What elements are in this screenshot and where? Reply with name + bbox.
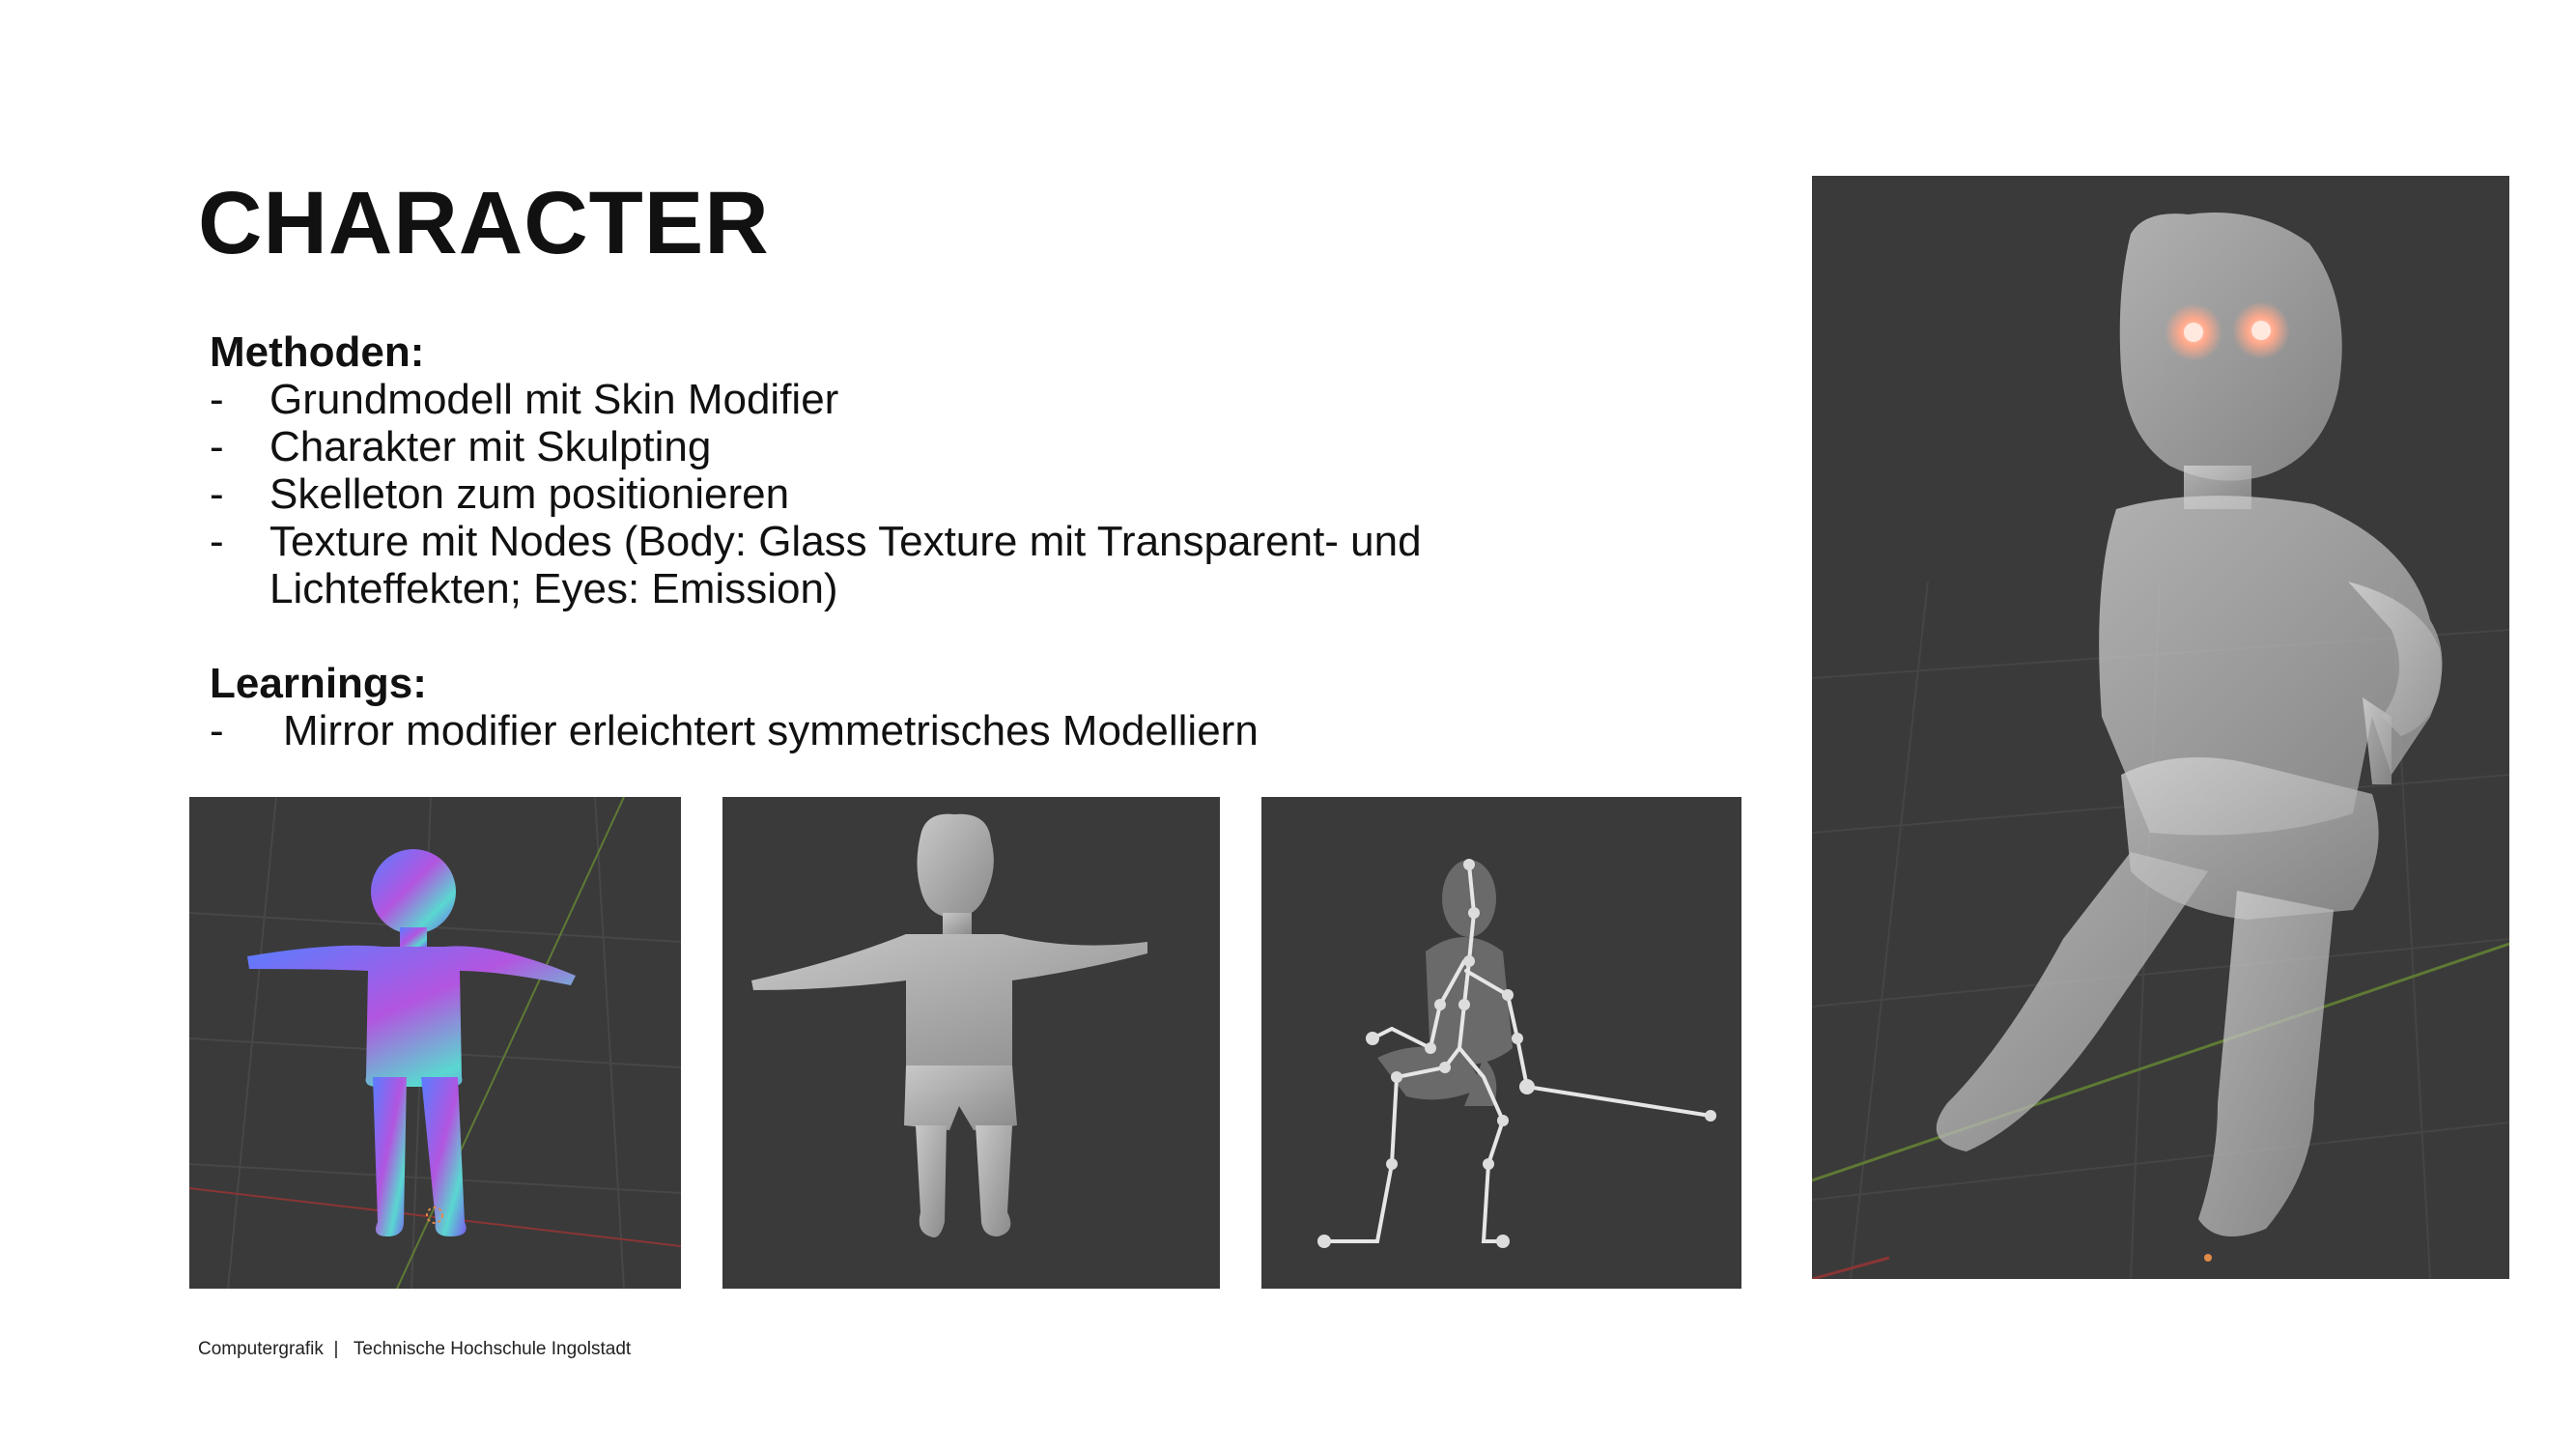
footer-course: Computergrafik	[198, 1339, 324, 1359]
list-item	[210, 423, 1736, 470]
list-item	[210, 518, 1602, 612]
methods-heading: Methoden:	[210, 328, 425, 376]
list-item	[210, 470, 1736, 518]
base-model-screenshot	[189, 797, 681, 1289]
methods-list	[210, 376, 1736, 612]
methods-item-text: Skelleton zum positionieren	[269, 470, 790, 518]
skeleton-screenshot	[1261, 797, 1741, 1289]
slide-footer	[198, 1339, 631, 1360]
bullet-dash: -	[210, 470, 224, 518]
footer-separator: |	[333, 1339, 339, 1359]
list-item	[210, 376, 1736, 423]
methods-item-text: Charakter mit Skulpting	[269, 423, 712, 470]
bullet-dash: -	[210, 423, 224, 470]
learnings-list	[210, 707, 1736, 754]
slide-title: CHARACTER	[198, 174, 770, 272]
bullet-dash: -	[210, 707, 224, 754]
list-item	[210, 707, 1736, 754]
bullet-dash: -	[210, 518, 224, 565]
bullet-dash: -	[210, 376, 224, 423]
methods-item-text: Texture mit Nodes (Body: Glass Texture mit Transparent- und Lichteffekten; Eyes: Emission)	[269, 518, 1422, 612]
learnings-heading: Learnings:	[210, 660, 427, 707]
methods-item-text: Grundmodell mit Skin Modifier	[269, 376, 839, 423]
sculpted-character-screenshot	[722, 797, 1220, 1289]
footer-institution: Technische Hochschule Ingolstadt	[353, 1339, 632, 1359]
slide-content	[210, 328, 1736, 754]
glass-character-render	[1812, 176, 2509, 1279]
learnings-item-text: Mirror modifier erleichtert symmetrisches Modelliern	[283, 707, 1259, 754]
